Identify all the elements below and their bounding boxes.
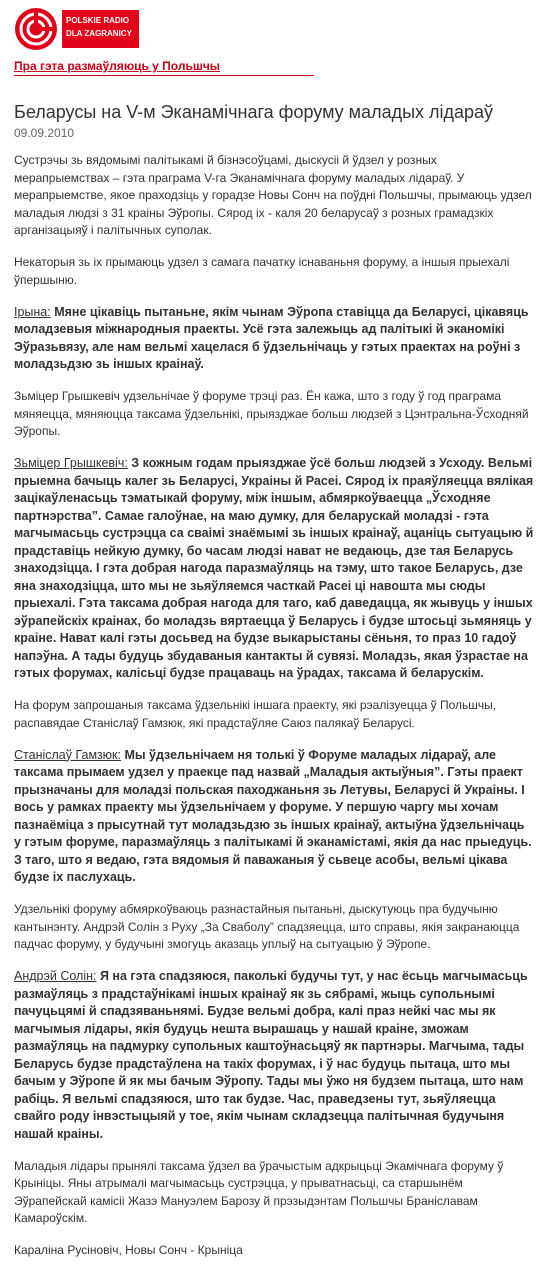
section-link[interactable]: Пра гэта размаўляюць у Польшчы: [14, 59, 221, 73]
article-paragraph: Некаторыя зь іх прымаюць удзел з самага пачатку існаваньня форуму, а іншыя прыехалі ўпершыню.: [14, 255, 510, 287]
quote-paragraph: [14, 747, 534, 887]
article-paragraph: Зьміцер Грышкевіч удзельнічае ў форуме трэці раз. Ён кажа, што з году ў год праграма мяняецца, мяняюцца таксама ўдзельнікі, прыязджае больш людзей з Цэнтральна-Ўсходняй Эўропы.: [14, 389, 529, 438]
article-date: 09.09.2010: [14, 126, 75, 140]
article-paragraph: На форум запрошаныя таксама ўдзельнікі іншага праекту, які рэалізуецца ў Польшчы, распавядае Станіслаў Гамзюк, які прадстаўляе Саюз палякаў Беларусі.: [14, 698, 497, 730]
quote-text: Мяне цікавіць пытаньне, якім чынам Эўропа ставіцца да Беларусі, цікавяць моладзевыя міжнародныя праекты. Усё гэта залежыць ад палітыкі й эканомікі Эўразьвязу, але нам вельмі хацелася б ўдзельнічаць у гэтых праектах на роўні з моладзьдзю зь іншых краінаў.: [14, 304, 529, 371]
logo-wordmark: [62, 10, 139, 48]
polskie-radio-emblem-icon: [14, 7, 58, 51]
quote-speaker: Зьміцер Грышкевіч:: [14, 456, 128, 470]
quote-speaker: Ірына:: [14, 304, 51, 319]
article-body: [14, 152, 534, 1274]
quote-paragraph: [14, 304, 534, 374]
section-divider: [14, 75, 314, 76]
logo-line-1: POLSKIE RADIO: [66, 16, 130, 25]
quote-speaker: Станіслаў Гамзюк:: [14, 747, 121, 762]
article-paragraph: Маладыя лідары прынялі таксама ўдзел ва ўрачыстым адкрыцьці Экамічнага форуму ў Крыніцы. Яны атрымалі магчымасьць сустрэцца, у прыватнасьці, са старшынём Эўрапейскай камісіі Жазэ Мануэлем Барозу й прэзыдэнтам Польшчы Браніславам Камароўскім.: [14, 1158, 504, 1225]
quote-text: З кожным годам прыязджае ўсё больш людзей з Усходу. Вельмі прыемна бачыць калег зь Беларусі, Украіны й Расеі. Сярод іх праяўляецца вялікая зацікаўленасьць тэматыкай форуму, між іншым, абмяркоўваецца „Ўсходняе партнэрства”. Самае галоўнае, на маю думку, для беларускай моладзі - гэта магчымасьць сустрэцца са сваімі знаёмымі зь іншых краінаў, ацаніць сытуацыю й прадставіць нейкую думку, бо часам людзі нават не ведаюць, дзе тая Беларусь знаходзіцца. І гэта добрая нагода паразмаўляць на тэму, што такое Беларусь, дзе яна знаходзіцца, што мы не зьяўляемся часткай Расеі ці навошта мы сюды прыехалі. Гэта таксама добрая нагода для таго, каб даведацца, як жывуць у іншых эўрапейскіх краінах, бо моладзь вяртаецца ў Беларусь і будзе штосьці зьмяняць у краіне. Нават калі гэты досьвед на будзе выкарыстаны сёньня, то праз 10 гадоў напэўна. А тады будуць збудаваныя кантакты й сувязі. Моладзь, якая ўзрастае на гэтых форумах, калісьці будзе працаваць на ўрадах, таксама й беларускім.: [14, 456, 534, 680]
quote-paragraph: [14, 968, 534, 1143]
logo-line-2: DLA ZAGRANICY: [66, 29, 132, 38]
article-author: Караліна Русіновіч, Новы Сонч - Крыніца: [14, 1243, 243, 1257]
quote-text: Я на гэта спадзяюся, паколькі будучы тут, у нас ёсьць магчымасьць размаўляць з прадстаўнікамі іншых краінаў як зь сябрамі, жыць супольнымі пачуцьцямі й спадзяваньнямі. Будзе вельмі добра, калі праз нейкі час мы як магчымыя лідары, якія будуць нешта вырашаць у нашай краіне, зможам размаўляць на падмурку супольных каштоўнасьцяў як партнэры. Магчыма, тады Беларусь будзе прадстаўлена на такіх форумах, і ў нас будуць пытаца, што мы бачым у Эўропе й як мы бачым Эўропу. Тады мы ўжо ня будзем пытаца, што нам рабіць. Я вельмі спадзяюся, што так будзе. Час, праведзены тут, зьяўляецца свайго роду інвэстыцыяй у тое, якім чынам складзецца палітычная будучыня нашай краіны.: [14, 969, 528, 1141]
quote-text: Мы ўдзельнічаем ня толькі ў Форуме маладых лідараў, але таксама прымаем удзел у праекце пад назвай „Маладыя актыўныя”. Гэты праект прызначаны для моладзі польская паходжаньня зь Летувы, Беларусі й Украіны. І вось у рамках праекту мы ўдзельнічаем у форуме. У першую чаргу мы хочам пазнаёміца з прысутнай тут моладзьдзю зь іншых краінаў, актыўна ўдзельнічаць у гэтым форуме, паразмаўляць з палітыкамі й эканамістамі, якія да нас прыедуць. З таго, што я ведаю, гэта вядомыя й паважаныя ў сьвеце асобы, вельмі цікава будзе іх паслухаць.: [14, 747, 532, 884]
article-paragraph: Удзельнікі форуму абмяркоўваюць разнастайныя пытаньні, дыскутуюць пра будучыню кантынэнту. Андрэй Солін з Руху „За Сваболу” спадзяецца, што справы, якія закранаюцца падчас форуму, у будучыні змогуць аказаць уплыў на сытуацыю ў Эўропе.: [14, 902, 520, 951]
article-title: Беларусы на V-м Эканамічнага форуму маладых лідараў: [14, 102, 494, 122]
quote-speaker: Андрэй Солін:: [14, 969, 97, 983]
quote-paragraph: [14, 455, 534, 683]
article-paragraph: Сустрэчы зь вядомымі палітыкамі й бізнэсоўцамі, дыскусіі й ўдзел у розных мерапрыемствах – гэта праграма V-га Эканамічнага форуму маладых лідараў. У мерапрыемстве, якое праходзіць у горадзе Новы Сонч на поўдні Польшчы, прымаюць удзел маладыя людзі з 31 краіны Эўропы. Сярод іх - каля 20 беларусаў з розных грамадзкіх арганізацыяў і палітычных суполак.: [14, 153, 532, 237]
polskie-radio-logo[interactable]: [14, 7, 140, 51]
